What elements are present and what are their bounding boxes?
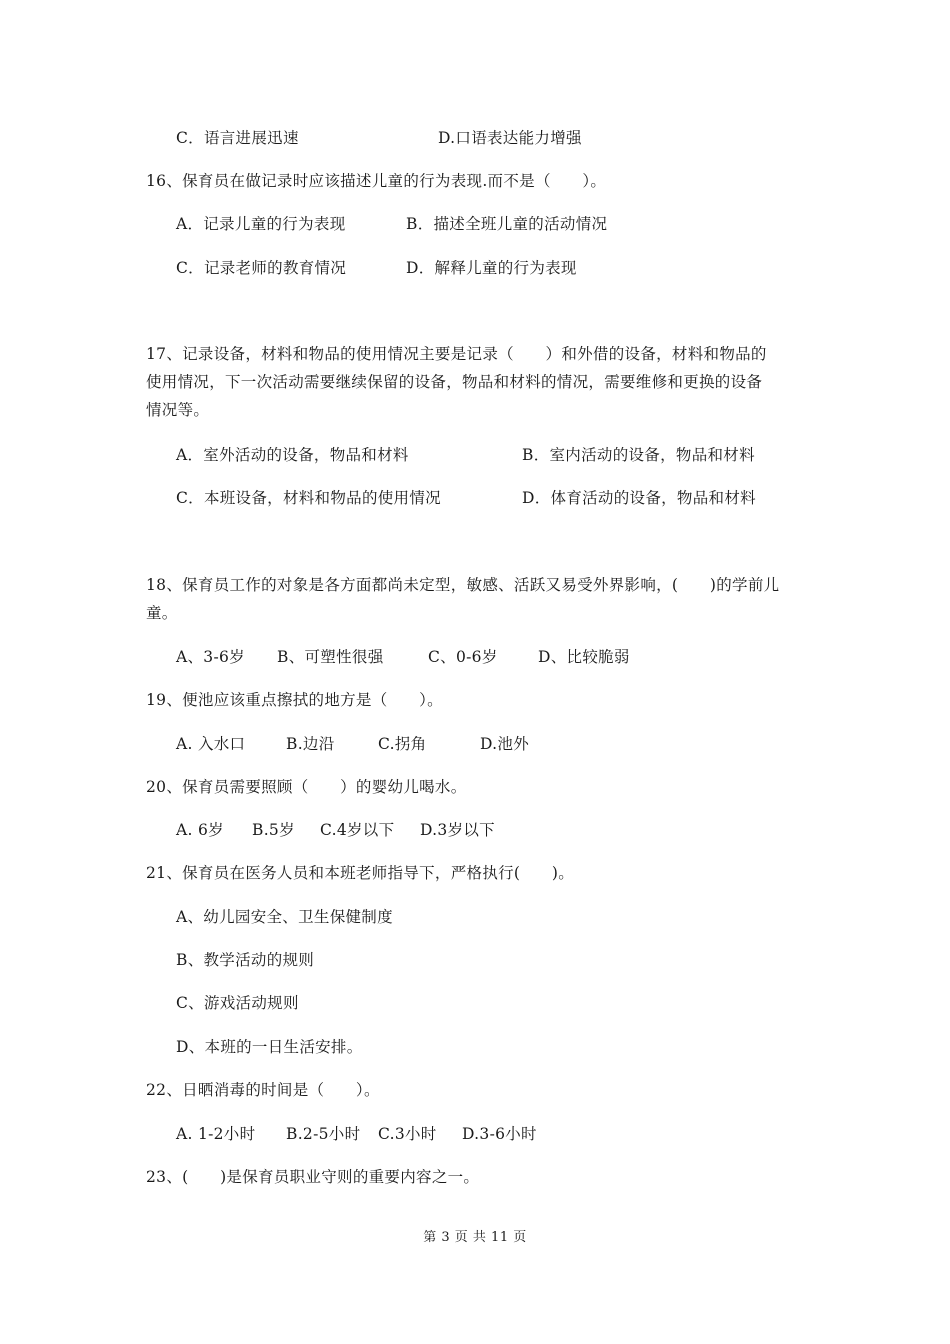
q22-option-d: D.3-6小时 — [462, 1125, 537, 1143]
q22-option-c: C.3小时 — [378, 1125, 437, 1143]
q20-stem: 20、保育员需要照顾（ ）的婴幼儿喝水。 — [146, 778, 467, 796]
q17-option-c: C．本班设备，材料和物品的使用情况 — [176, 489, 441, 507]
q18-option-b: B、可塑性很强 — [277, 648, 384, 666]
q19-option-d: D.池外 — [480, 735, 530, 753]
q16-option-c: C．记录老师的教育情况 — [176, 259, 347, 277]
q19-option-b: B.边沿 — [286, 735, 335, 753]
q16-option-a: A．记录儿童的行为表现 — [176, 215, 346, 233]
q18-option-c: C、0-6岁 — [428, 648, 498, 666]
q16-option-b: B．描述全班儿童的活动情况 — [406, 215, 608, 233]
q19-option-c: C.拐角 — [378, 735, 427, 753]
q18-option-d: D、比较脆弱 — [538, 648, 630, 666]
q21-stem: 21、保育员在医务人员和本班老师指导下，严格执行( )。 — [146, 864, 575, 882]
q15-option-c: C．语言进展迅速 — [176, 129, 299, 147]
q22-option-a: A. 1-2小时 — [176, 1125, 256, 1143]
q22-stem: 22、日晒消毒的时间是（ ）。 — [146, 1081, 380, 1099]
q22-option-b: B.2-5小时 — [286, 1125, 361, 1143]
q17-stem-line2: 使用情况，下一次活动需要继续保留的设备，物品和材料的情况，需要维修和更换的设备 — [146, 373, 763, 391]
q16-option-d: D．解释儿童的行为表现 — [406, 259, 577, 277]
q19-stem: 19、便池应该重点擦拭的地方是（ ）。 — [146, 691, 443, 709]
q21-option-b: B、教学活动的规则 — [176, 951, 315, 969]
q21-option-d: D、本班的一日生活安排。 — [176, 1038, 363, 1056]
q17-stem-line3: 情况等。 — [146, 401, 210, 419]
q21-option-c: C、游戏活动规则 — [176, 994, 299, 1012]
q20-option-c: C.4岁以下 — [320, 821, 395, 839]
q17-stem-line1: 17、记录设备，材料和物品的使用情况主要是记录（ ）和外借的设备，材料和物品的 — [146, 345, 767, 363]
q17-option-a: A．室外活动的设备，物品和材料 — [176, 446, 409, 464]
q17-option-d: D．体育活动的设备，物品和材料 — [522, 489, 756, 507]
q20-option-b: B.5岁 — [252, 821, 295, 839]
q21-option-a: A、幼儿园安全、卫生保健制度 — [176, 908, 393, 926]
q15-option-d: D.口语表达能力增强 — [438, 129, 582, 147]
page-footer: 第 3 页 共 11 页 — [423, 1230, 527, 1245]
q20-option-a: A. 6岁 — [176, 821, 224, 839]
q20-option-d: D.3岁以下 — [420, 821, 495, 839]
q18-stem-line2: 童。 — [146, 604, 178, 622]
q19-option-a: A. 入水口 — [176, 735, 246, 753]
q18-option-a: A、3-6岁 — [176, 648, 245, 666]
q16-stem: 16、保育员在做记录时应该描述儿童的行为表现.而不是（ ）。 — [146, 172, 607, 190]
q17-option-b: B．室内活动的设备，物品和材料 — [522, 446, 755, 464]
q18-stem-line1: 18、保育员工作的对象是各方面都尚未定型，敏感、活跃又易受外界影响，( )的学前儿 — [146, 576, 780, 594]
q23-stem: 23、( )是保育员职业守则的重要内容之一。 — [146, 1168, 480, 1186]
